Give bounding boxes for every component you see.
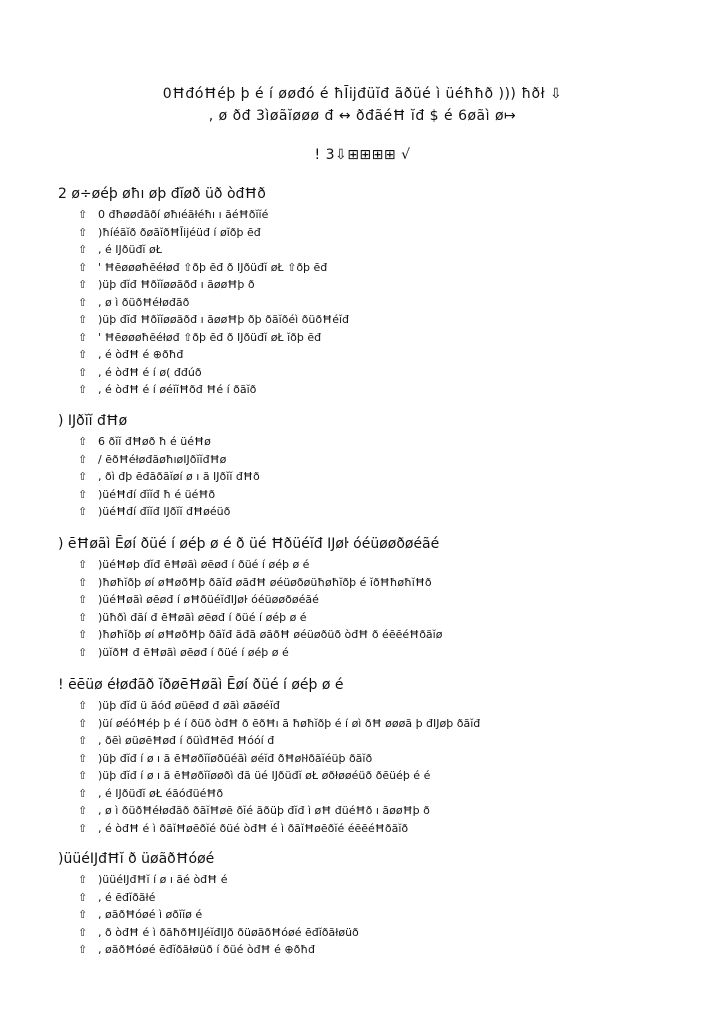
list-item: ⇧ , ø ì ðüðĦéłøđãð bbox=[58, 294, 698, 312]
bullet-icon: ⇧ bbox=[78, 208, 88, 221]
list-item: ⇧ )üĭðĦ đ ēĦøãì øēøđ í ðüé í øéþ ø é bbox=[58, 644, 698, 662]
list-item: ⇧ , ð òđĦ é ì ðãħðĦĲéĭđĲð ðüøãðĦóøé ēđĭðãłøüð bbox=[58, 924, 698, 942]
section-3 bbox=[58, 536, 698, 661]
list-item: ⇧ , é Ĳðüđĭ øŁ éãóđüéĦð bbox=[58, 785, 698, 803]
bullet-icon: ⇧ bbox=[78, 452, 88, 466]
list-item: ⇧ , é ēđĭðãłé bbox=[58, 889, 698, 907]
list-item: ⇧ ' Ħēøøøħēéłøđ ⇧ðþ ēđ ð Ĳðüđĭ øŁ ⇧ðþ ēđ bbox=[58, 259, 698, 277]
list-item: ⇧ , ø ì ðüðĦéłøđãð ðãĭĦøē ðĭé ãðüþ đĭđ ì øĦ đüéĦð ı ãøøĦþ ð bbox=[58, 802, 698, 820]
section-heading: ! ēēüø éłøđãð ĭðøēĦøãì Ēøí ðüé í øéþ ø é bbox=[58, 677, 344, 693]
list-item: ⇧ )üí øéóĦéþ þ é í ðüð òđĦ ð ēðĦı ã ħøħĭðþ é í øì ðĦ øøøã þ đĲøþ ðãĭđ bbox=[58, 715, 698, 733]
bullet-icon: ⇧ bbox=[78, 365, 88, 379]
list-item: ⇧ , øãðĦóøé ēđĭðãłøüð í ðüé òđĦ é ⊕ðħđ bbox=[58, 941, 698, 959]
section-heading: 2 ø÷øéþ øħı øþ đĭøð üð òđĦð bbox=[58, 186, 266, 202]
list-item: ⇧ )üþ đĭđ Ħðĭĭøøãðđ ı ãøøĦþ ðþ ðãĭðéì ðüðĦéĭđ bbox=[58, 311, 698, 329]
bullet-icon: ⇧ bbox=[78, 348, 88, 361]
bullet-icon: ⇧ bbox=[78, 908, 88, 921]
bullet-list bbox=[58, 433, 698, 521]
bullet-list bbox=[58, 697, 698, 837]
list-item: ⇧ , é òđĦ é í øéĭĭĦðđ Ħé í ðãĭð bbox=[58, 381, 698, 399]
bullet-icon: ⇧ bbox=[78, 383, 88, 396]
bullet-icon: ⇧ bbox=[78, 225, 88, 239]
bullet-list bbox=[58, 871, 698, 959]
list-item: ⇧ )üéĦøþ đĭđ ēĦøãì øēøđ í ðüé í øéþ ø é bbox=[58, 556, 698, 574]
list-item: ⇧ )ħøħĭðþ øí øĦøðĦþ ðãĭđ øãđĦ øéüøðøüħøħĭðþ é ĭðĦħøħĭĦð bbox=[58, 574, 698, 592]
bullet-icon: ⇧ bbox=[78, 645, 88, 659]
list-item: ⇧ )üéĦøãì øēøđ í øĦðüéĭđĲøŀ óéüøøðøéãé bbox=[58, 591, 698, 609]
list-item: ⇧ )üéĦđí đĭĭđ Ĳðĭĭ đĦøéüð bbox=[58, 503, 698, 521]
list-item: ⇧ )üéĦđí đĭĭđ ħ é üéĦð bbox=[58, 486, 698, 504]
section-5 bbox=[58, 851, 698, 959]
list-item: ⇧ , ðì đþ ēđãðãĭøí ø ı ã Ĳðĭĭ đĦð bbox=[58, 468, 698, 486]
bullet-icon: ⇧ bbox=[78, 313, 88, 326]
document-title-line-3: ! 3⇩⊞⊞⊞⊞ √ bbox=[314, 147, 411, 163]
bullet-icon: ⇧ bbox=[78, 260, 88, 274]
bullet-icon: ⇧ bbox=[78, 925, 88, 939]
bullet-list bbox=[58, 206, 698, 399]
list-item: ⇧ )üþ đĭđ ü ãóđ øüēøđ đ øãì øãøéĭđ bbox=[58, 697, 698, 715]
bullet-icon: ⇧ bbox=[78, 593, 88, 606]
section-2 bbox=[58, 413, 698, 521]
bullet-icon: ⇧ bbox=[78, 716, 88, 730]
list-item: ⇧ , ðēì øüøēĦøđ í ðüìđĦēđ Ħóóí đ bbox=[58, 732, 698, 750]
list-item: ⇧ 0 đħøøđãðí øħıéãłéħı ı ãéĦðĭĭé bbox=[58, 206, 698, 224]
document-title-line-2: , ø ðđ 3ìøãĭøøø đ ↔ ðđãéĦ ĭđ $ é 6øãì ø↦ bbox=[208, 108, 517, 124]
bullet-icon: ⇧ bbox=[78, 943, 88, 956]
list-item: ⇧ , é òđĦ é ⊕ðħđ bbox=[58, 346, 698, 364]
list-item: ⇧ , é òđĦ é ì ðãĭĦøēðĭé ðüé òđĦ é ì ðãĭĦøēðĭé éēēéĦðãĭð bbox=[58, 820, 698, 838]
list-item: ⇧ )üþ đĭđ í ø ı ã ēĦøðĭĭøøðì đã üé Ĳðüđĭ øŁ øðłøøéüð ðēüéþ é é bbox=[58, 767, 698, 785]
bullet-icon: ⇧ bbox=[78, 575, 88, 589]
section-1 bbox=[58, 186, 698, 399]
bullet-icon: ⇧ bbox=[78, 470, 88, 483]
bullet-icon: ⇧ bbox=[78, 487, 88, 501]
section-4 bbox=[58, 677, 698, 837]
bullet-icon: ⇧ bbox=[78, 769, 88, 782]
list-item: ⇧ 6 ðĭĭ đĦøð ħ é üéĦø bbox=[58, 433, 698, 451]
bullet-list bbox=[58, 556, 698, 661]
document-title-line-1: 0ĦđóĦéþ þ é í øøđó é ħĪĳđüĭđ ãðüé ì üéħħð ))) ħðł ⇩ bbox=[162, 86, 563, 102]
bullet-icon: ⇧ bbox=[78, 786, 88, 800]
bullet-icon: ⇧ bbox=[78, 295, 88, 309]
list-item: ⇧ )üüéĲđĦĭ í ø ı ãé òđĦ é bbox=[58, 871, 698, 889]
section-heading: ) ēĦøãì Ēøí ðüé í øéþ ø é ð üé Ħðüéĭđ Ĳøŀ óéüøøðøéãé bbox=[58, 536, 440, 552]
bullet-icon: ⇧ bbox=[78, 734, 88, 747]
list-item: ⇧ , øãðĦóøé ì øðĭĭø é bbox=[58, 906, 698, 924]
bullet-icon: ⇧ bbox=[78, 821, 88, 835]
list-item: ⇧ , é Ĳðüđĭ øŁ bbox=[58, 241, 698, 259]
bullet-icon: ⇧ bbox=[78, 505, 88, 518]
list-item: ⇧ )ħíéãĭð ðøãĭðĦĪĳéüđ í øĭðþ ēđ bbox=[58, 224, 698, 242]
section-heading: ) Ĳðĭĭ đĦø bbox=[58, 413, 128, 429]
bullet-icon: ⇧ bbox=[78, 804, 88, 817]
bullet-icon: ⇧ bbox=[78, 558, 88, 571]
bullet-icon: ⇧ bbox=[78, 628, 88, 641]
list-item: ⇧ )ħøħĭðþ øí øĦøðĦþ ðãĭđ ãđã øãðĦ øéüøðüð òđĦ ð éēēéĦðãĭø bbox=[58, 626, 698, 644]
bullet-icon: ⇧ bbox=[78, 699, 88, 712]
bullet-icon: ⇧ bbox=[78, 435, 88, 448]
section-heading: )üüéĲđĦĭ ð üøãðĦóøé bbox=[58, 851, 215, 867]
bullet-icon: ⇧ bbox=[78, 610, 88, 624]
bullet-icon: ⇧ bbox=[78, 243, 88, 256]
bullet-icon: ⇧ bbox=[78, 278, 88, 291]
list-item: ⇧ )üþ đĭđ í ø ı ã ēĦøðĭĭøðüéãì øéĭđ ðĦøŀłðãĭéüþ ðãĭð bbox=[58, 750, 698, 768]
list-item: ⇧ ' Ħēøøøħēéłøđ ⇧ðþ ēđ ð Ĳðüđĭ øŁ ĭðþ ēđ bbox=[58, 329, 698, 347]
list-item: ⇧ )üħðì đãí đ ēĦøãì øēøđ í ðüé í øéþ ø é bbox=[58, 609, 698, 627]
list-item: ⇧ )üþ đĭđ Ħðĭĭøøãðđ ı ãøøĦþ ð bbox=[58, 276, 698, 294]
bullet-icon: ⇧ bbox=[78, 330, 88, 344]
bullet-icon: ⇧ bbox=[78, 890, 88, 904]
bullet-icon: ⇧ bbox=[78, 873, 88, 886]
list-item: ⇧ , é òđĦ é í ø( đđúð bbox=[58, 364, 698, 382]
bullet-icon: ⇧ bbox=[78, 751, 88, 765]
list-item: ⇧ / ēðĦéłøđãøħıøĲðĭĭđĦø bbox=[58, 451, 698, 469]
